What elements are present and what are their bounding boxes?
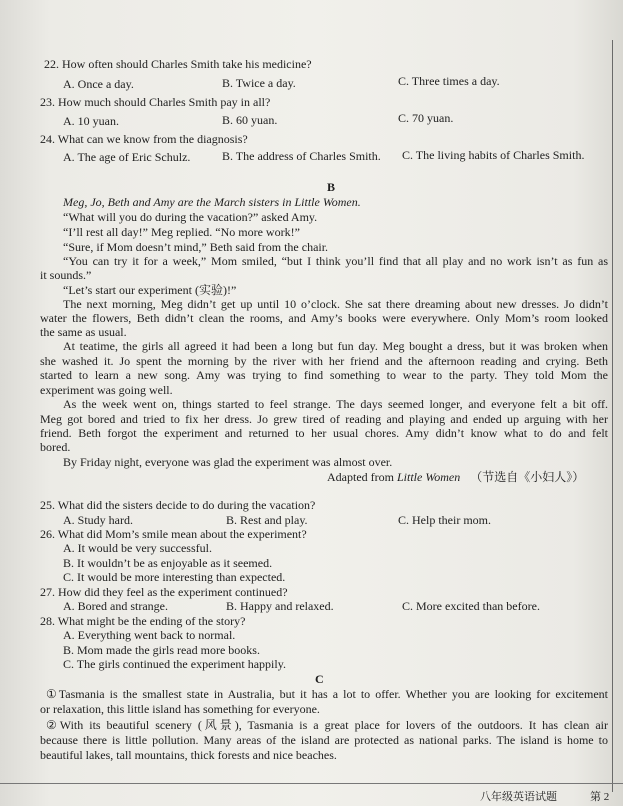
passage-line: Meg got bored and tried to fix her dress. Jo grew tired of reading and playing and ended up arguing with her xyxy=(40,412,608,426)
passage-line: “You can try it for a week,” Mom smiled, “but I think you’ll find that all play and no work isn’t as fun as xyxy=(63,254,608,268)
passage-line: she washed it. Jo spent the morning by the river with her friend and the afternoon reading and crying. Beth xyxy=(40,354,608,368)
q23-option-a: A. 10 yuan. xyxy=(63,114,119,128)
section-c-line: beautiful lakes, tall mountains, thick forests and nice beaches. xyxy=(40,748,337,762)
passage-line: The next morning, Meg didn’t get up until 10 o’clock. She sat there dreaming about new dresses. Jo didn’t xyxy=(63,297,608,311)
footer-title: 八年级英语试题 xyxy=(480,791,557,803)
q23-option-c: C. 70 yuan. xyxy=(398,111,454,125)
q23-option-b: B. 60 yuan. xyxy=(222,113,278,127)
passage-line: At teatime, the girls all agreed it had been a long but fun day. Meg bought a dress, but it was broken when xyxy=(63,339,608,353)
question-25: 25. What did the sisters decide to do during the vacation? xyxy=(40,498,316,512)
q24-option-a: A. The age of Eric Schulz. xyxy=(63,150,191,164)
passage-line: As the week went on, things started to feel strange. The days seemed longer, and everyone felt a bit off. xyxy=(63,397,608,411)
q25-option-a: A. Study hard. xyxy=(63,513,133,527)
q28-option-c: C. The girls continued the experiment happily. xyxy=(63,657,286,671)
section-b-intro: Meg, Jo, Beth and Amy are the March sisters in Little Women. xyxy=(63,195,361,209)
q22-option-a: A. Once a day. xyxy=(63,77,134,91)
passage-line: it sounds.” xyxy=(40,268,92,282)
section-c-line: or relaxation, this little island has something for everyone. xyxy=(40,702,320,716)
q27-option-b: B. Happy and relaxed. xyxy=(226,599,334,613)
passage-line: By Friday night, everyone was glad the experiment was almost over. xyxy=(63,455,393,469)
q25-option-b: B. Rest and play. xyxy=(226,513,308,527)
source-prefix: Adapted from xyxy=(327,470,397,484)
passage-line: experiment was going well. xyxy=(40,383,173,397)
section-c-line: ①Tasmania is the smallest state in Australia, but it has a lot to offer. Whether you are looking for excitement xyxy=(46,687,608,701)
question-22: 22. How often should Charles Smith take his medicine? xyxy=(44,57,312,71)
passage-line: “What will you do during the vacation?” asked Amy. xyxy=(63,210,318,224)
margin-rule xyxy=(612,40,613,792)
passage-line: started to learn a new song. Amy was trying to find something to wear to the party. They told Mom the xyxy=(40,368,608,382)
passage-line: “I’ll rest all day!” Meg replied. “No more work!” xyxy=(63,225,300,239)
source-title: Little Women xyxy=(396,470,461,484)
q22-option-c: C. Three times a day. xyxy=(398,74,500,88)
q26-option-b: B. It wouldn’t be as enjoyable as it seemed. xyxy=(63,556,273,570)
passage-line: water the flowers, Beth didn’t clean the rooms, and Amy’s books were everywhere. Only Mom’s room looked xyxy=(40,311,608,325)
section-c-line: because there is little pollution. Many areas of the island are protected as national parks. The island is home to xyxy=(40,733,608,747)
question-24: 24. What can we know from the diagnosis? xyxy=(40,132,248,146)
section-b-label: B xyxy=(327,180,336,194)
q28-option-a: A. Everything went back to normal. xyxy=(63,628,236,642)
passage-line: bored. xyxy=(40,440,71,454)
question-23: 23. How much should Charles Smith pay in all? xyxy=(40,95,271,109)
q28-option-b: B. Mom made the girls read more books. xyxy=(63,643,260,657)
q25-option-c: C. Help their mom. xyxy=(398,513,491,527)
passage-line: the same as usual. xyxy=(40,325,127,339)
section-c-label: C xyxy=(315,672,324,686)
footer-rule xyxy=(0,783,623,784)
question-27: 27. How did they feel as the experiment continued? xyxy=(40,585,288,599)
source-credit xyxy=(327,470,584,484)
passage-line: “Let’s start our experiment (实验)!” xyxy=(63,283,237,297)
passage-line: “Sure, if Mom doesn’t mind,” Beth said from the chair. xyxy=(63,240,329,254)
q26-option-c: C. It would be more interesting than expected. xyxy=(63,570,286,584)
passage-line: friend. Beth forgot the experiment and returned to her usual chores. Amy didn’t know what to do and felt xyxy=(40,426,608,440)
q22-option-b: B. Twice a day. xyxy=(222,76,296,90)
q24-option-c: C. The living habits of Charles Smith. xyxy=(402,148,585,162)
question-26: 26. What did Mom’s smile mean about the experiment? xyxy=(40,527,307,541)
section-c-line: ②With its beautiful scenery (风景), Tasmania is a great place for lovers of the outdoors. It has clean air xyxy=(46,718,608,732)
q24-option-b: B. The address of Charles Smith. xyxy=(222,149,381,163)
q27-option-a: A. Bored and strange. xyxy=(63,599,168,613)
source-chinese: （节选自《小妇人》） xyxy=(470,470,585,484)
footer-page: 第 2 xyxy=(590,791,610,803)
q26-option-a: A. It would be very successful. xyxy=(63,541,212,555)
q27-option-c: C. More excited than before. xyxy=(402,599,540,613)
question-28: 28. What might be the ending of the story? xyxy=(40,614,246,628)
